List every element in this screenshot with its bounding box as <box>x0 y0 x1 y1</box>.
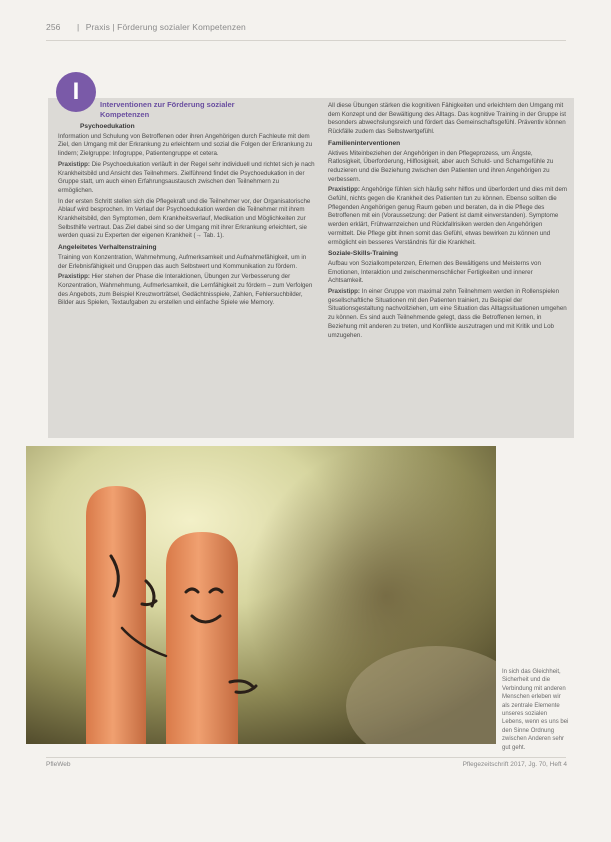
paragraph: Praxistipp: In einer Gruppe von maximal zehn Teilnehmern werden in Rollenspielen gesellschaftliche Situationen mit den Patienten trainiert, zu Beispiel der Situationsgestaltung nachvollziehen, um eine Situation das Alltagssituationen umgehen zu können. Es sind auch Teilnehmende gelegt, dass die Betroffenen lernen, in Beziehung mit anderen zu treten, und Konflikte auszutragen und mit Kritik und Lob umzugehen. <box>328 288 567 339</box>
footer-rule <box>46 757 566 758</box>
footer-journal: PfleWeb <box>46 761 71 768</box>
page-header <box>46 22 246 32</box>
box-column-right <box>328 102 568 342</box>
page-number: 256 <box>46 22 61 32</box>
photo-caption: In sich das Gleichheit, Sicherheit und die Verbindung mit anderen Menschen erleben wir als zentrale Elemente unseres sozialen Lebens, wenn es uns bei den Sinne Ordnung zwischen Anderen sehr gut geht. <box>502 669 569 751</box>
header-rule <box>46 40 566 41</box>
paragraph: Aufbau von Sozialkompetenzen, Erlernen des Bewältigens und Meisterns von Emotionen, Interaktion und zwischenmenschlicher Fertigkeiten und innerer Achtsamkeit. <box>328 259 541 285</box>
paragraph: Information und Schulung von Betroffenen oder ihren Angehörigen durch Fachleute mit dem Ziel, den Umgang mit der Erkrankung zu erleichtern und sozial die Folgen der Erkrankung zu lindern; Zielgruppe: Infogruppe, Patientengruppe et cetera. <box>58 132 313 158</box>
paragraph: Aktives Miteinbeziehen der Angehörigen in den Pflegeprozess, um Ängste, Ratlosigkeit, Überforderung, Hilflosigkeit, aber auch Schuld- und Schamgefühle zu reduzieren und die Beziehung zwischen den Patienten und ihren Angehörigen zu verbessern. <box>328 149 554 183</box>
tip-label: Praxistipp: <box>58 273 90 281</box>
paragraph: Training von Konzentration, Wahrnehmung, Aufmerksamkeit und Aufnahmefähigkeit, um in der Erlebnisfähigkeit und Gruppen das auch Selbstwert und Kommunikation zu fördern. <box>58 253 307 270</box>
footer-issue: Pflegezeitschrift 2017, Jg. 70, Heft 4 <box>462 761 567 768</box>
paragraph: Praxistipp: Angehörige fühlen sich häufig sehr hilflos und überfordert und dies mit dem Gefühl, nichts gegen die Krankheit des Patienten tun zu können. Ebenso sollten die Pflegenden Angehörigen genug Raum geben und beraten, da in die Pflege des Betroffenen mit ein (Voraussetzung: der Patient ist damit einverstanden). Symptome werden erklärt, Frühwarnzeichen und Rückfallrisiken werden den Angehörigen vermittelt. Die Pflege gibt ihnen somit das Gefühl, etwas bewirken zu können und ermöglicht ein besseres Verständnis für die Krankheit. <box>328 186 568 246</box>
finger-puppets-photo <box>26 446 496 744</box>
header-separator: | <box>76 22 80 32</box>
section-heading-social-skills: Soziale-Skills-Training <box>328 250 398 258</box>
section-heading-familieninterventionen: Familieninterventionen <box>328 139 401 147</box>
section-title: Praxis | Förderung sozialer Kompetenzen <box>85 22 246 32</box>
tip-label: Praxistipp: <box>328 288 360 296</box>
paragraph: Praxistipp: Die Psychoedukation verläuft in der Regel sehr individuell und richtet sich je nach Krankheitsbild und Ansicht des Teilnehmers. Zielführend findet die Psychoedukation in der Gruppe statt, um auch einen Erfahrungsaustausch zwischen den Teilnehmern zu ermöglichen. <box>58 160 315 194</box>
section-heading-verhaltenstraining: Angeleitetes Verhaltenstraining <box>58 244 157 252</box>
tip-label: Praxistipp: <box>328 186 360 194</box>
paragraph: All diese Übungen stärken die kognitiven Fähigkeiten und erleichtern den Umgang mit dem Konzept und der Bewältigung des Alltags. Das kognitive Training in der Gruppe ist besonders abwechslungsreich und fördert das Gemeinschaftsgefühl. Präventiv können Rückfälle zudem das Selbstwertgefühl. <box>328 102 567 136</box>
box-title: Interventionen zur Förderung sozialer Kompetenzen <box>100 100 235 119</box>
paragraph: Praxistipp: Hier stehen der Phase die Interaktionen, Übungen zur Verbesserung der Konzentration, Wahrnehmung, Aufmerksamkeit, die Lernfähigkeit zu fördern – zum Verfolgen des Angebots, zum Beispiel Kreuzworträtsel, Gedächtnisspiele, Zahlen, Fehlersuchbilder, Bilder aus Spielen, Textaufgaben zu erstellen und einfache Spiele wie Memory. <box>58 273 313 307</box>
tip-label: Praxistipp: <box>58 160 90 168</box>
paragraph: In der ersten Schritt stellen sich die Pflegekraft und die Teilnehmer vor, der Organisatorische Ablauf wird besprochen. Im Verlauf der Psychoedukation werden die Teilnehmer mit ihrem Krankheitsbild, den Symptomen, dem Krankheitsverlauf, Medikation und Möglichkeiten zur Selbsthilfe vertraut. Das Ziel dabei sind so der Umgang mit ihrer Erkrankung erleichtert, sie werden quasi zu Experten der eigenen Krankheit (→ Tab. 1). <box>58 197 311 240</box>
section-heading-psychoedukation: Psychoedukation <box>80 123 135 130</box>
info-badge: I <box>56 72 96 112</box>
box-column-left <box>58 120 316 310</box>
